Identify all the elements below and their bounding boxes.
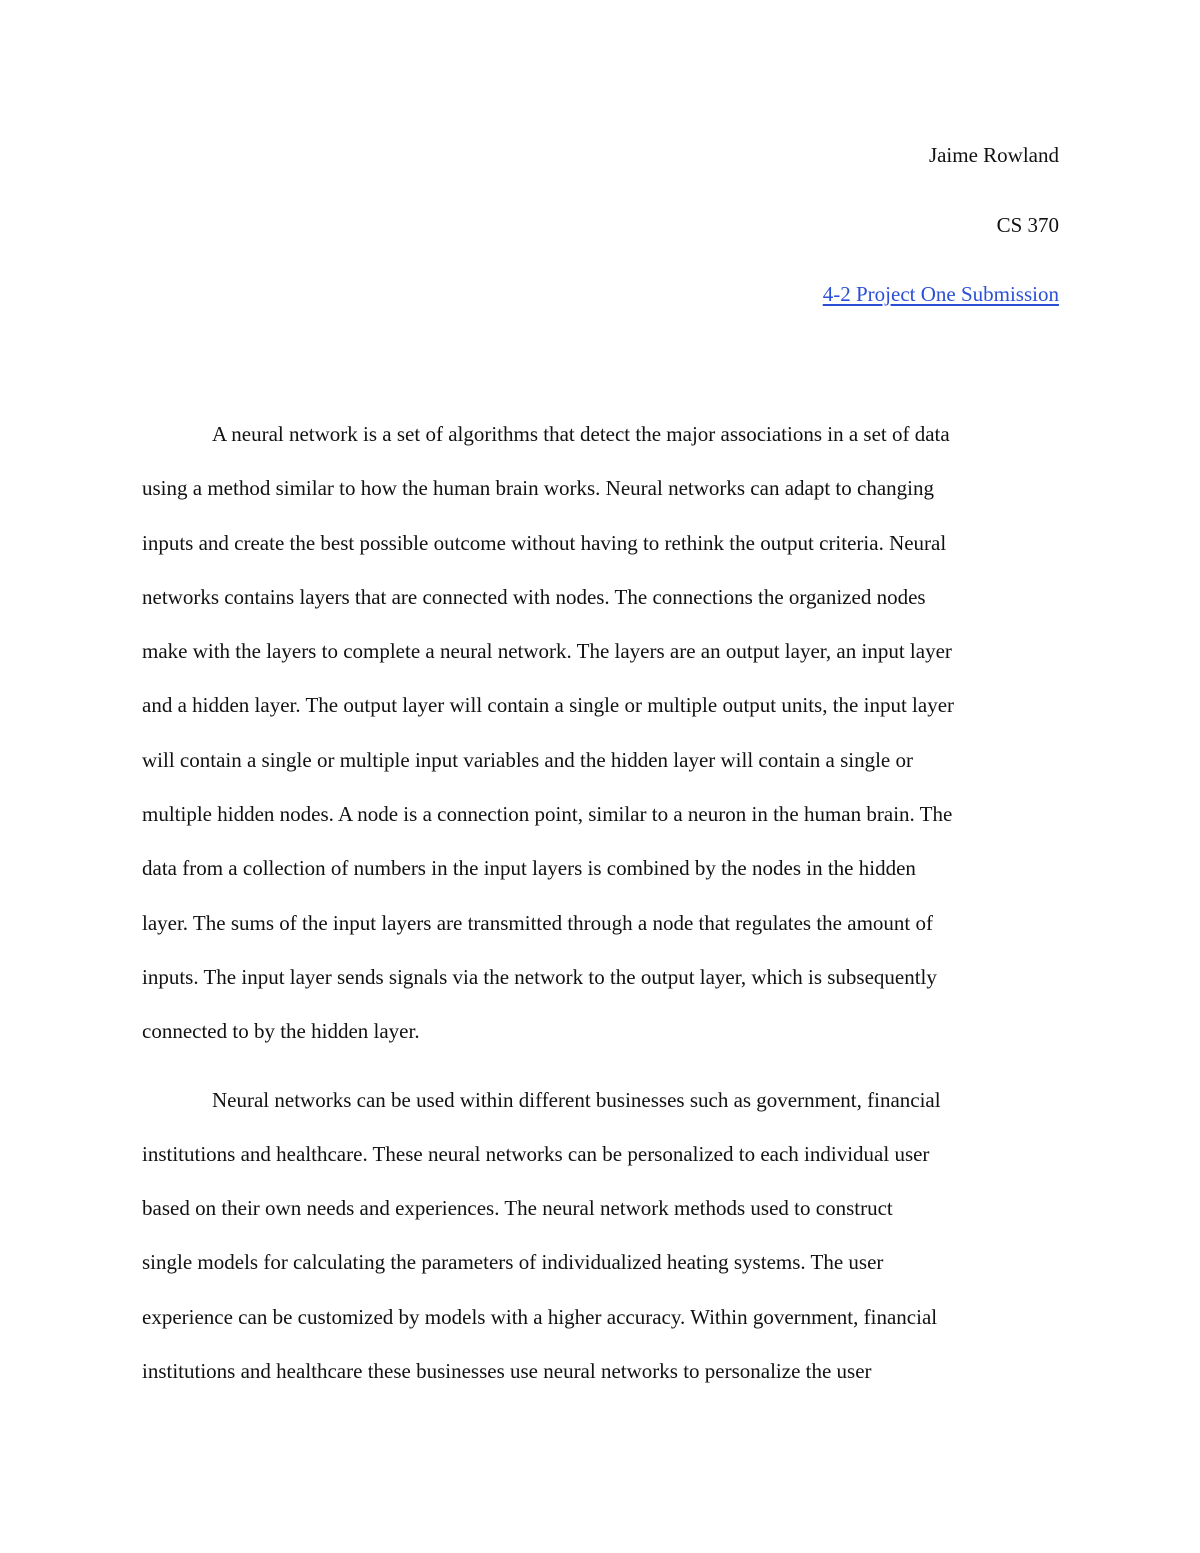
paragraph-2 <box>142 1073 1062 1399</box>
paragraph-line: make with the layers to complete a neural network. The layers are an output layer, an input layer <box>142 639 952 664</box>
paragraph-line: multiple hidden nodes. A node is a connection point, similar to a neuron in the human brain. The <box>142 802 953 827</box>
paragraph-spacer <box>142 1059 1062 1073</box>
paragraph-line: single models for calculating the parameters of individualized heating systems. The user <box>142 1250 884 1275</box>
assignment-title-link[interactable]: 4-2 Project One Submission <box>822 282 1059 306</box>
paragraph-line: networks contains layers that are connected with nodes. The connections the organized nodes <box>142 584 926 609</box>
document-body <box>142 407 1062 1398</box>
author-name: Jaime Rowland <box>928 143 1059 167</box>
paragraph-line: A neural network is a set of algorithms that detect the major associations in a set of data <box>212 422 950 446</box>
paragraph-line: based on their own needs and experiences. The neural network methods used to construct <box>142 1196 893 1221</box>
paragraph-line: connected to by the hidden layer. <box>142 1019 420 1044</box>
paragraph-line: will contain a single or multiple input variables and the hidden layer will contain a single or <box>142 747 913 772</box>
paragraph-line: layer. The sums of the input layers are transmitted through a node that regulates the amount of <box>142 910 933 935</box>
paragraph-line: inputs. The input layer sends signals via the network to the output layer, which is subsequently <box>142 964 937 989</box>
paragraph-line: experience can be customized by models with a higher accuracy. Within government, financial <box>142 1304 938 1329</box>
paragraph-line: institutions and healthcare these businesses use neural networks to personalize the user <box>142 1359 872 1384</box>
paragraph-line: Neural networks can be used within different businesses such as government, financial <box>212 1087 941 1112</box>
paragraph-line: data from a collection of numbers in the input layers is combined by the nodes in the hidden <box>142 856 916 881</box>
paragraph-line: institutions and healthcare. These neural networks can be personalized to each individual user <box>142 1141 930 1166</box>
paragraph-line: and a hidden layer. The output layer will contain a single or multiple output units, the input layer <box>142 693 955 718</box>
course-code: CS 370 <box>996 213 1059 237</box>
paragraph-1 <box>142 407 1062 1059</box>
paragraph-line: using a method similar to how the human brain works. Neural networks can adapt to changing <box>142 476 934 501</box>
paragraph-line: inputs and create the best possible outcome without having to rethink the output criteria. Neural <box>142 530 947 555</box>
